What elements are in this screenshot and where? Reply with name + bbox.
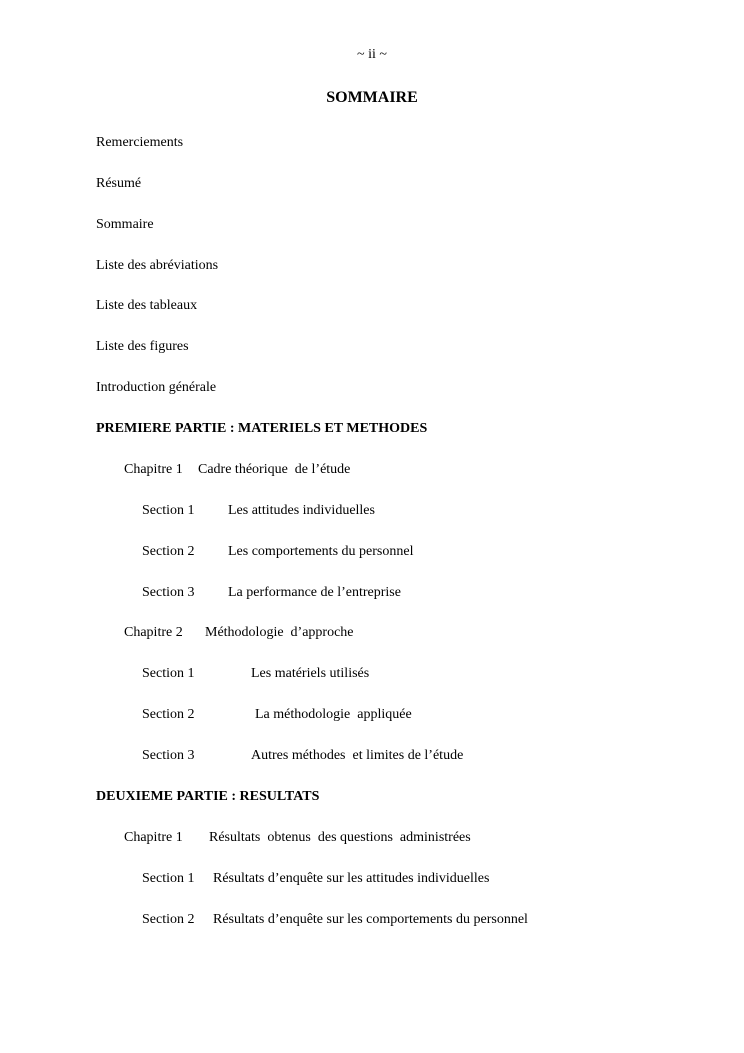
section-title: La performance de l’entreprise: [228, 585, 401, 600]
part-title: DEUXIEME PARTIE : RESULTATS: [96, 789, 320, 804]
section-title: Les comportements du personnel: [228, 544, 414, 559]
page-number: ~ ii ~: [357, 47, 387, 62]
section-label: Section 1: [142, 871, 195, 886]
toc-entry-abreviations: Liste des abréviations: [96, 258, 219, 273]
section-label: Section 2: [142, 707, 195, 722]
toc-entry-resume: Résumé: [96, 176, 142, 191]
chapter-title: Méthodologie d’approche: [205, 625, 354, 640]
toc-entry-introduction: Introduction générale: [96, 380, 217, 395]
section-title: Les matériels utilisés: [251, 666, 370, 681]
chapter-title: Cadre théorique de l’étude: [198, 462, 351, 477]
chapter-label: Chapitre 1: [124, 462, 183, 477]
section-label: Section 2: [142, 912, 195, 927]
section-title: Autres méthodes et limites de l’étude: [251, 748, 464, 763]
section-title: Résultats d’enquête sur les comportements du personnel: [213, 912, 528, 927]
section-label: Section 3: [142, 748, 195, 763]
toc-entry-figures: Liste des figures: [96, 339, 189, 354]
section-title: La méthodologie appliquée: [255, 707, 412, 722]
section-title: Résultats d’enquête sur les attitudes individuelles: [213, 871, 490, 886]
chapter-label: Chapitre 2: [124, 625, 183, 640]
toc-entry-sommaire: Sommaire: [96, 217, 154, 232]
section-label: Section 1: [142, 503, 195, 518]
part-title: PREMIERE PARTIE : MATERIELS ET METHODES: [96, 421, 428, 436]
toc-entry-tableaux: Liste des tableaux: [96, 298, 198, 313]
section-label: Section 3: [142, 585, 195, 600]
page-title: SOMMAIRE: [326, 89, 418, 106]
section-label: Section 1: [142, 666, 195, 681]
section-title: Les attitudes individuelles: [228, 503, 375, 518]
chapter-label: Chapitre 1: [124, 830, 183, 845]
toc-entry-remerciements: Remerciements: [96, 135, 184, 150]
section-label: Section 2: [142, 544, 195, 559]
chapter-title: Résultats obtenus des questions administrées: [209, 830, 471, 845]
